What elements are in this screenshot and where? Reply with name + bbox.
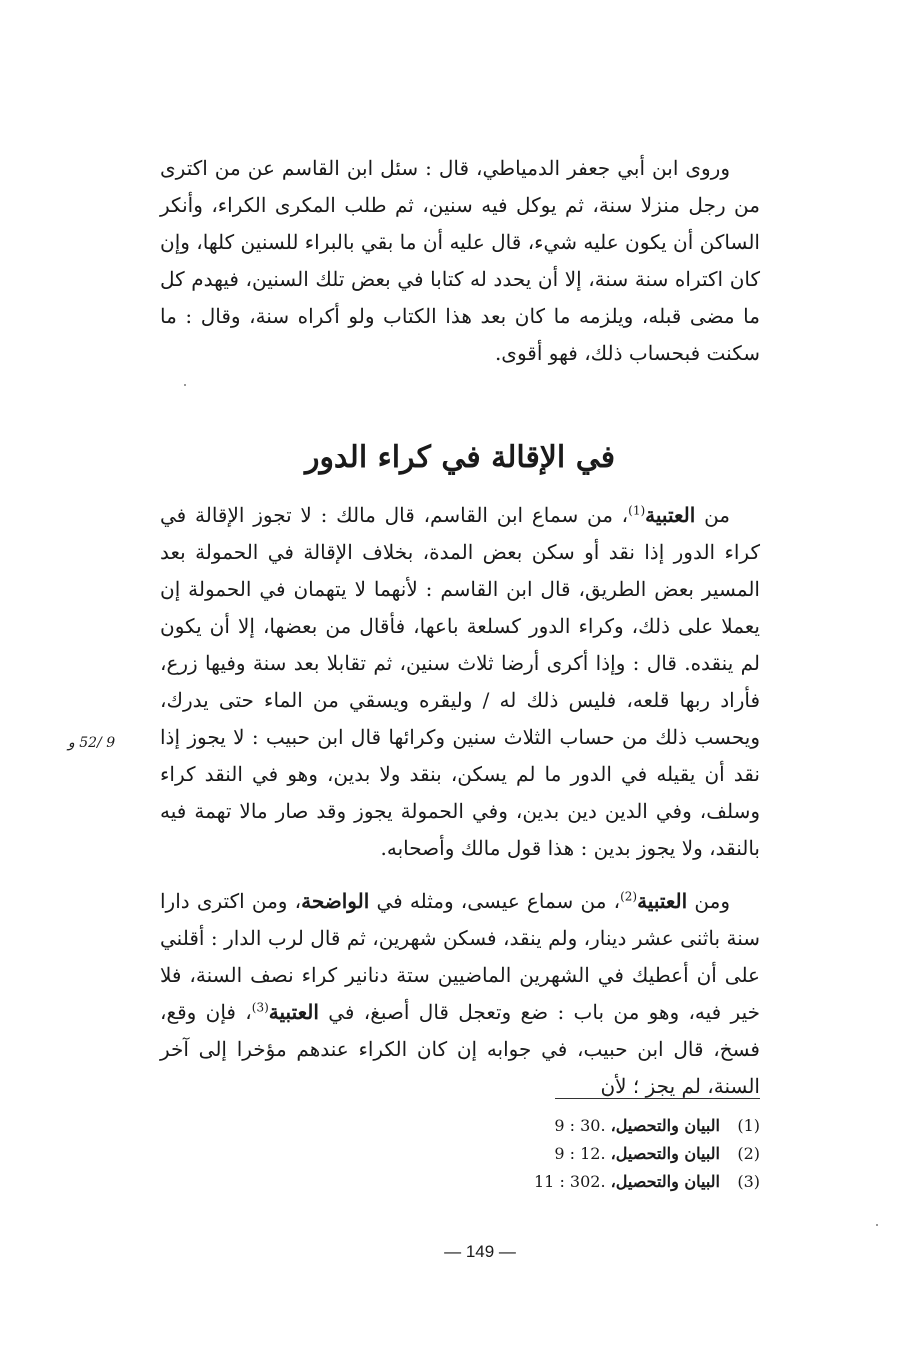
footnote-ref[interactable]: (1): [628, 503, 646, 518]
footnote-ref[interactable]: (2): [620, 889, 638, 904]
footnote-divider: [555, 1098, 760, 1099]
paragraph-2-text-b: ، ومن اكترى دارا سنة باثنى عشر دينار، ولم ينقد، فسكن شهرين، ثم قال لرب الدار : أقلني على أن أعطيك في الشهرين الماضيين ستة دنانير كراء نصف السنة، فلا خير فيه، وهو من باب : ضع وتعجل قال أصبغ، في: [160, 889, 760, 1024]
paragraph-1-text-a: ، من سماع ابن القاسم، قال مالك : لا تجوز الإقالة في كراء الدور إذا نقد أو سكن بعض المدة، بخلاف الإقالة في الحمولة بعد المسير بعض الطريق، قال ابن القاسم : لأنهما لا يتهمان في الحمولة إن يعملا على ذلك، وكراء الدور كسلعة باعها، فأقال من بعضها، إلا أن يكون لم ينقده. قال : وإذا أكرى أرضا ثلاث سنين، ثم تقابلا بعد سنة وفيها زرع، فأراد ربها قلعه، فليس ذلك له: [160, 503, 761, 712]
source-title: العتبية: [637, 889, 688, 913]
section-title: في الإقالة في كراء الدور: [304, 440, 616, 475]
scan-speck: [184, 384, 186, 386]
paragraph-2-text-c: ، فإن وقع، فسخ، قال ابن حبيب، في جوابه إن كان الكراء عندهم مؤخرا إلى آخر السنة، لم يجز ؛ لأن: [160, 1000, 760, 1098]
paragraph-2-text-a: ، من سماع عيسى، ومثله في: [369, 889, 621, 913]
paragraph-1: [160, 497, 760, 867]
intro-paragraph: [160, 150, 760, 372]
footnote-item: (2)البيان والتحصيل، 9 : 12.: [554, 1144, 760, 1163]
paragraph-2: [160, 883, 760, 1105]
source-title: الواضحة: [301, 889, 370, 913]
paragraph-2-prefix: ومن: [687, 889, 731, 913]
footnotes: [420, 1112, 760, 1196]
footnote-item: (3)البيان والتحصيل، 11 : 302.: [534, 1172, 760, 1191]
intro-text: وروى ابن أبي جعفر الدمياطي، قال : سئل ابن القاسم عن من اكترى من رجل منزلا سنة، ثم يوكل فيه سنين، ثم طلب المكرى الكراء، وأنكر الساكن أن يكون عليه شيء، قال عليه أن ما بقي بالبراء للسنين كلها، وإن كان اكتراه سنة سنة، إلا أن يحدد له كتابا في بعض تلك السنين، فيهدم كل ما مضى قبله، ويلزمه ما كان بعد هذا الكتاب ولو أكراه سنة، وقال : ما سكنت فبحساب ذلك، فهو أقوى.: [160, 156, 760, 365]
source-title: العتبية: [268, 1000, 319, 1024]
page-number: — 149 —: [444, 1242, 516, 1261]
paragraph-1-text-b: / وليقره ويسقي من الماء حتى يدرك، ويحسب ذلك من حساب الثلاث سنين وكرائها قال ابن حبيب : لا يجوز إذا نقد أن يقيله في الدور ما لم يسكن، بنقد ولا بدين، وهو في النقد كراء وسلف، وفي الدين دين بدين، وفي الحمولة يجوز وقد صار مالا تهمة فيه بالنقد، ولا يجوز بدين : هذا قول مالك وأصحابه.: [160, 688, 760, 860]
scan-speck: [876, 1224, 878, 1226]
margin-folio-note: 9 /52 و: [68, 735, 116, 751]
paragraph-1-prefix: من: [695, 503, 731, 527]
source-title: العتبية: [645, 503, 696, 527]
footnote-ref[interactable]: (3): [251, 1000, 269, 1015]
footnote-item: (1)البيان والتحصيل، 9 : 30.: [554, 1116, 760, 1135]
